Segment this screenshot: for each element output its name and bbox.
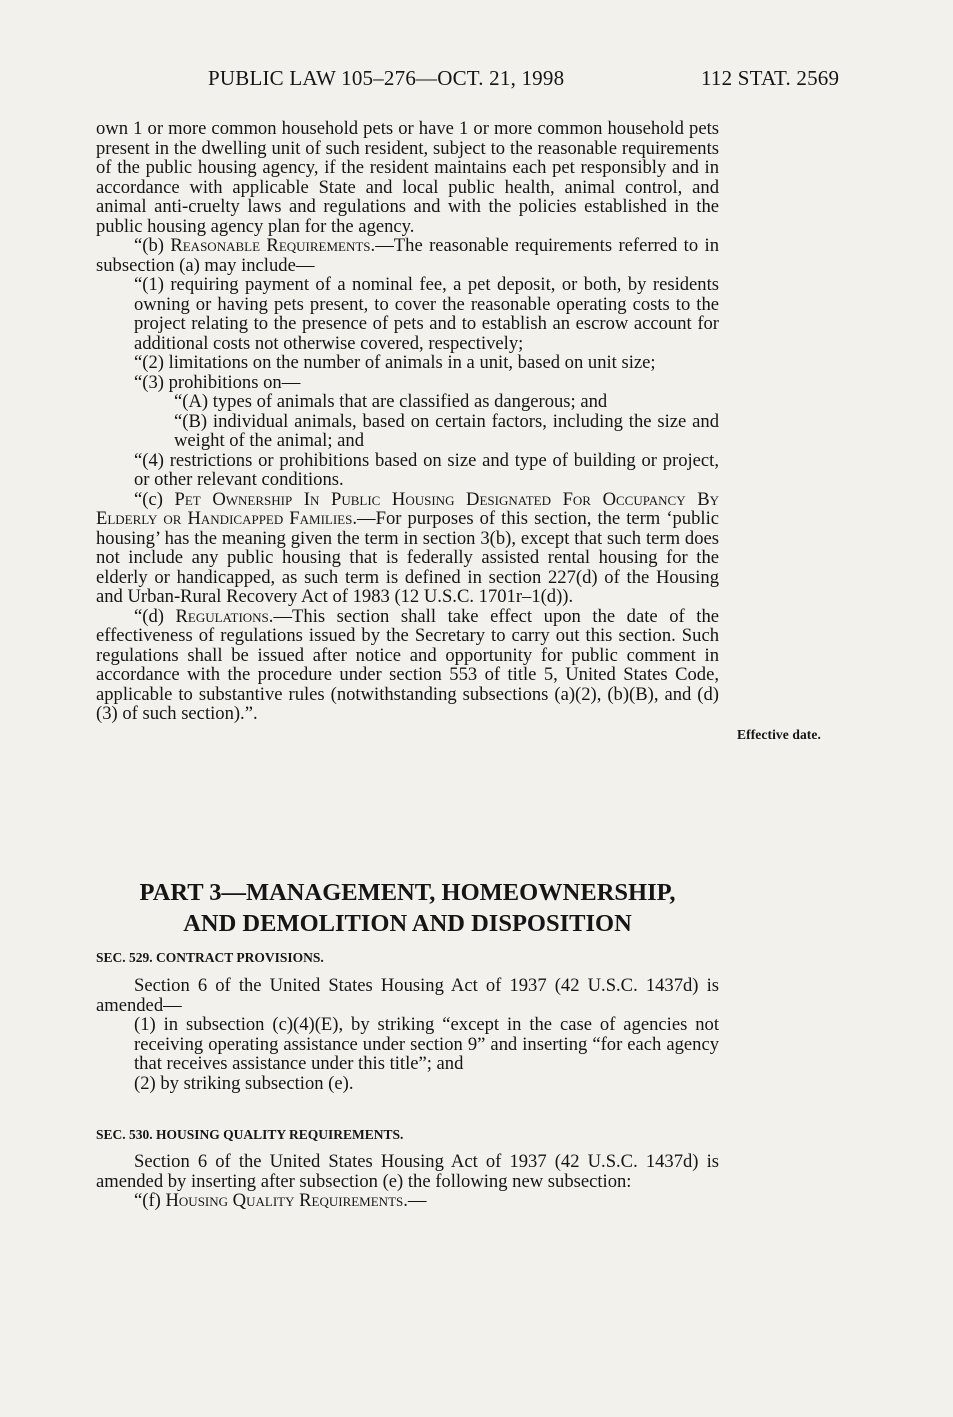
margin-note-effective-date: Effective date. [737, 727, 821, 742]
section-529-body [96, 976, 719, 1093]
subsection-c-heading: Pet Ownership In Public Housing Designated For Occupancy By Elderly or Handicapped Families [96, 488, 719, 529]
header-stat-citation: 112 STAT. 2569 [701, 66, 840, 90]
section-530-heading: SEC. 530. HOUSING QUALITY REQUIREMENTS. [96, 1127, 404, 1142]
subsection-f [96, 1191, 719, 1211]
part-heading [96, 877, 719, 939]
subsection-c-lead: “(c) [134, 488, 175, 510]
subsection-b [96, 236, 719, 275]
section-529-heading: SEC. 529. CONTRACT PROVISIONS. [96, 950, 324, 965]
paragraph-b1-text: “(1) requiring payment of a nominal fee, a pet deposit, or both, by residents owning or having pets present, to cover the reasonable operating costs to the project relating to the presence of pets and to establish an escrow account for additional costs not otherwise covered, respectively; [134, 274, 719, 354]
main-text [96, 119, 719, 724]
subsection-d-text: .—This section shall take effect upon the date of the effectiveness of regulations issued by the Secretary to carry out this section. Such regulations shall be issued after notice and opportunity for public comment in accordance with the procedure under section 553 of title 5, United States Code, applicable to substantive rules (notwithstanding subsections (a)(2), (b)(B), and (d)(3) of such section).”. [96, 605, 719, 724]
section-529-intro: Section 6 of the United States Housing Act of 1937 (42 U.S.C. 1437d) is amended— [96, 975, 719, 1016]
part-heading-line-2: AND DEMOLITION AND DISPOSITION [183, 910, 632, 937]
paragraph-continuation: own 1 or more common household pets or have 1 or more common household pets present in the dwelling unit of such resident, subject to the reasonable requirements of the public housing agency, if the resident maintains each pet responsibly and in accordance with applicable State and local public health, animal control, and animal anti-cruelty laws and regulations and with the policies established in the public housing agency plan for the agency. [96, 118, 719, 237]
running-header [0, 66, 953, 96]
paragraph-b4: “(4) restrictions or prohibitions based on size and type of building or project, or other relevant conditions. [134, 449, 719, 490]
subparagraph-b3A: “(A) types of animals that are classified as dangerous; and [174, 391, 608, 412]
subsection-f-heading: Housing Quality Requirements [165, 1190, 404, 1211]
paragraph-b1 [96, 275, 719, 353]
paragraph-b2: “(2) limitations on the number of animals in a unit, based on unit size; [134, 352, 656, 373]
subsection-f-lead: “(f) [134, 1190, 166, 1211]
paragraph-b3: “(3) prohibitions on— [134, 371, 301, 393]
section-529-item-1: (1) in subsection (c)(4)(E), by striking “except in the case of agencies not receiving operating assistance under section 9” and inserting “for each agency that receives assistance under this title”; and [134, 1014, 719, 1074]
subsection-f-text: .— [403, 1190, 427, 1211]
subsection-c [96, 490, 719, 607]
section-530-intro: Section 6 of the United States Housing Act of 1937 (42 U.S.C. 1437d) is amended by inserting after subsection (e) the following new subsection: [96, 1151, 719, 1192]
part-heading-line-1: PART 3—MANAGEMENT, HOMEOWNERSHIP, [139, 879, 676, 906]
subsection-b-text: .—The reasonable requirements referred to in subsection (a) may include— [96, 235, 719, 276]
section-530-body [96, 1152, 719, 1211]
subparagraph-b3B: “(B) individual animals, based on certain factors, including the size and weight of the animal; and [174, 410, 719, 451]
subsection-b-heading: Reasonable Requirements [170, 235, 371, 256]
subsection-d [96, 607, 719, 724]
subsection-d-heading: Regulations [175, 605, 269, 627]
section-529-item-2: (2) by striking subsection (e). [134, 1072, 354, 1094]
header-title: PUBLIC LAW 105–276—OCT. 21, 1998 [208, 66, 565, 90]
subsection-b-lead: “(b) [134, 235, 171, 256]
subsection-c-text: .—For purposes of this section, the term ‘public housing’ has the meaning given the term in section 3(b), except that such term does not include any public housing that is federally assisted rental housing for the elderly or handicapped, as such term is defined in section 227(d) of the Housing and Urban-Rural Recovery Act of 1983 (12 U.S.C. 1701r–1(d)). [96, 508, 719, 607]
subsection-d-lead: “(d) [134, 605, 176, 627]
